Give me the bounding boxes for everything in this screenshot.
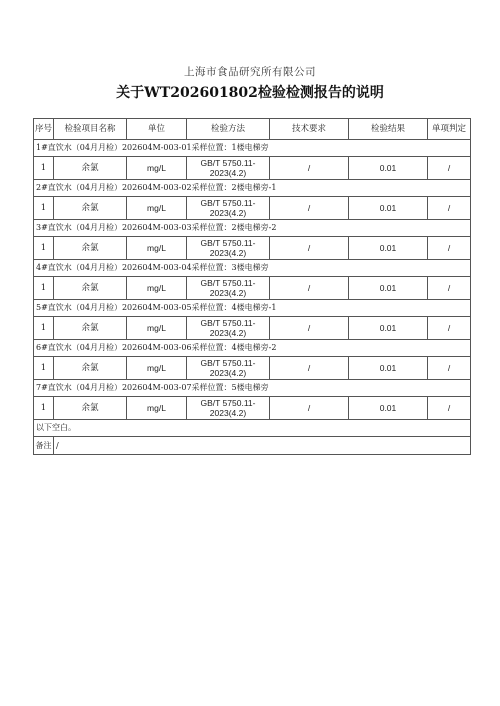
cell-judgement: / bbox=[428, 197, 471, 220]
table-row bbox=[34, 317, 471, 340]
cell-result: 0.01 bbox=[349, 397, 428, 420]
cell-seq: 1 bbox=[34, 197, 54, 220]
cell-requirement: / bbox=[270, 237, 349, 260]
report-title: 关于WT202601802检验检测报告的说明 bbox=[116, 85, 384, 101]
cell-unit: mg/L bbox=[127, 277, 187, 300]
cell-item: 余氯 bbox=[54, 357, 127, 380]
table-row bbox=[34, 197, 471, 220]
cell-judgement: / bbox=[428, 277, 471, 300]
cell-unit: mg/L bbox=[127, 157, 187, 180]
sample-group-title: 3#直饮水（04月月检）202604M-003-03采样位置：2楼电梯旁-2 bbox=[34, 220, 471, 237]
sample-group-row bbox=[34, 140, 471, 157]
header-requirement: 技术要求 bbox=[270, 119, 349, 140]
remark-value: / bbox=[54, 437, 471, 455]
cell-unit: mg/L bbox=[127, 237, 187, 260]
footer-row bbox=[34, 420, 471, 437]
table-header-row bbox=[34, 119, 471, 140]
cell-method: GB/T 5750.11-2023(4.2) bbox=[187, 357, 270, 380]
cell-result: 0.01 bbox=[349, 157, 428, 180]
cell-unit: mg/L bbox=[127, 357, 187, 380]
cell-judgement: / bbox=[428, 157, 471, 180]
company-name: 上海市食品研究所有限公司 bbox=[184, 66, 316, 78]
cell-seq: 1 bbox=[34, 237, 54, 260]
remark-row bbox=[34, 437, 471, 455]
cell-item: 余氯 bbox=[54, 397, 127, 420]
cell-requirement: / bbox=[270, 157, 349, 180]
report-table bbox=[33, 118, 471, 455]
sample-group-row bbox=[34, 340, 471, 357]
cell-requirement: / bbox=[270, 397, 349, 420]
cell-item: 余氯 bbox=[54, 317, 127, 340]
cell-seq: 1 bbox=[34, 277, 54, 300]
cell-item: 余氯 bbox=[54, 237, 127, 260]
sample-group-title: 5#直饮水（04月月检）202604M-003-05采样位置：4楼电梯旁-1 bbox=[34, 300, 471, 317]
sample-group-title: 2#直饮水（04月月检）202604M-003-02采样位置：2楼电梯旁-1 bbox=[34, 180, 471, 197]
cell-method: GB/T 5750.11-2023(4.2) bbox=[187, 317, 270, 340]
cell-judgement: / bbox=[428, 397, 471, 420]
sample-group-row bbox=[34, 300, 471, 317]
header-unit: 单位 bbox=[127, 119, 187, 140]
cell-result: 0.01 bbox=[349, 317, 428, 340]
sample-group-title: 1#直饮水（04月月检）202604M-003-01采样位置：1楼电梯旁 bbox=[34, 140, 471, 157]
cell-seq: 1 bbox=[34, 397, 54, 420]
cell-unit: mg/L bbox=[127, 397, 187, 420]
cell-judgement: / bbox=[428, 357, 471, 380]
sample-group-row bbox=[34, 180, 471, 197]
cell-item: 余氯 bbox=[54, 157, 127, 180]
cell-judgement: / bbox=[428, 237, 471, 260]
header-item: 检验项目名称 bbox=[54, 119, 127, 140]
cell-method: GB/T 5750.11-2023(4.2) bbox=[187, 197, 270, 220]
cell-unit: mg/L bbox=[127, 317, 187, 340]
header-seq: 序号 bbox=[34, 119, 54, 140]
table-row bbox=[34, 277, 471, 300]
cell-seq: 1 bbox=[34, 317, 54, 340]
sample-group-row bbox=[34, 220, 471, 237]
table-row bbox=[34, 357, 471, 380]
sample-group-title: 4#直饮水（04月月检）202604M-003-04采样位置：3楼电梯旁 bbox=[34, 260, 471, 277]
cell-requirement: / bbox=[270, 357, 349, 380]
remark-label: 备注 bbox=[34, 437, 54, 455]
sample-group-title: 6#直饮水（04月月检）202604M-003-06采样位置：4楼电梯旁-2 bbox=[34, 340, 471, 357]
cell-seq: 1 bbox=[34, 157, 54, 180]
cell-requirement: / bbox=[270, 277, 349, 300]
cell-requirement: / bbox=[270, 197, 349, 220]
cell-unit: mg/L bbox=[127, 197, 187, 220]
cell-method: GB/T 5750.11-2023(4.2) bbox=[187, 237, 270, 260]
cell-method: GB/T 5750.11-2023(4.2) bbox=[187, 157, 270, 180]
header-method: 检验方法 bbox=[187, 119, 270, 140]
header-judgement: 单项判定 bbox=[428, 119, 471, 140]
sample-group-row bbox=[34, 260, 471, 277]
sample-group-row bbox=[34, 380, 471, 397]
cell-method: GB/T 5750.11-2023(4.2) bbox=[187, 277, 270, 300]
cell-judgement: / bbox=[428, 317, 471, 340]
cell-result: 0.01 bbox=[349, 357, 428, 380]
cell-item: 余氯 bbox=[54, 277, 127, 300]
cell-result: 0.01 bbox=[349, 277, 428, 300]
footer-note: 以下空白。 bbox=[34, 420, 471, 437]
cell-result: 0.01 bbox=[349, 237, 428, 260]
header-result: 检验结果 bbox=[349, 119, 428, 140]
cell-requirement: / bbox=[270, 317, 349, 340]
cell-item: 余氯 bbox=[54, 197, 127, 220]
table-row bbox=[34, 157, 471, 180]
cell-result: 0.01 bbox=[349, 197, 428, 220]
sample-group-title: 7#直饮水（04月月检）202604M-003-07采样位置：5楼电梯旁 bbox=[34, 380, 471, 397]
cell-seq: 1 bbox=[34, 357, 54, 380]
table-row bbox=[34, 397, 471, 420]
table-row bbox=[34, 237, 471, 260]
cell-method: GB/T 5750.11-2023(4.2) bbox=[187, 397, 270, 420]
